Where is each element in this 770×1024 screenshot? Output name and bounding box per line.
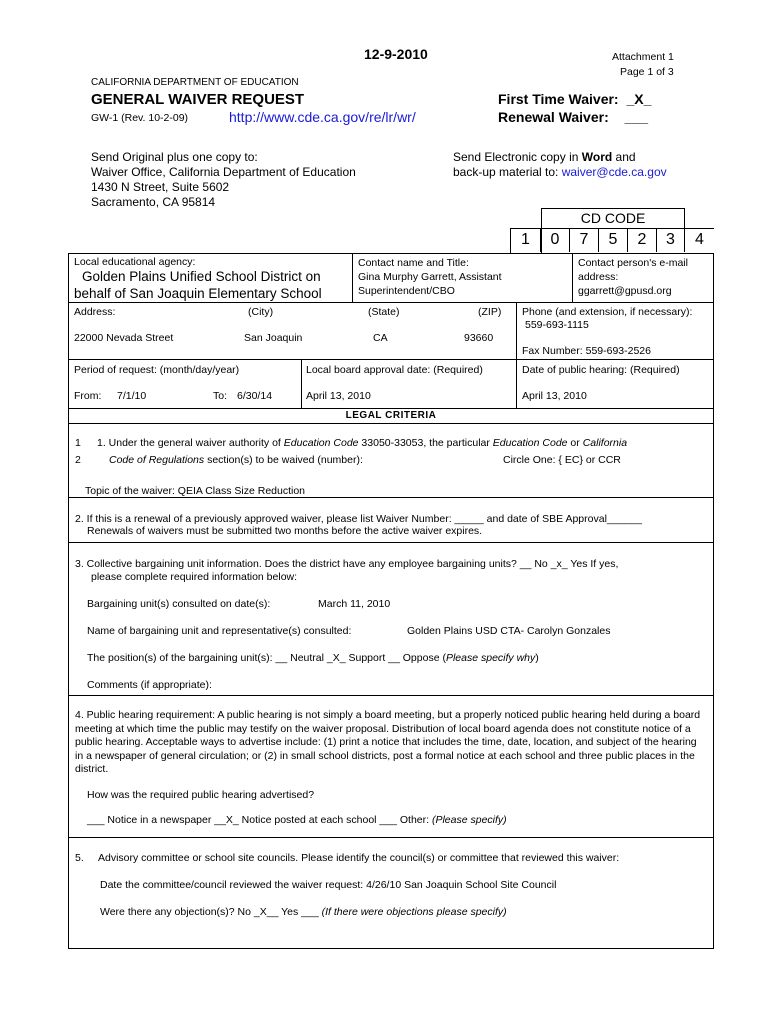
department-name: CALIFORNIA DEPARTMENT OF EDUCATION [91,77,299,88]
first-time-label: First Time Waiver: [498,91,619,107]
contact-name: Gina Murphy Garrett, Assistant [358,271,502,283]
q5-date: Date the committee/council reviewed the waiver request: 4/26/10 San Joaquin School Site Council [100,879,557,891]
circle-one: Circle One: { EC} or CCR [503,454,621,466]
q3-unit-name-label: Name of bargaining unit and representative(s) consulted: [87,625,352,637]
q1-line2 [109,454,363,466]
q5-objections-italic: (If there were objections please specify) [321,906,507,918]
send-electronic-post: and [612,150,636,164]
send-original-line4: Sacramento, CA 95814 [91,195,216,209]
q3-consulted-date: March 11, 2010 [318,598,391,610]
backup-label: back-up material to: [453,165,562,179]
fax-value: Fax Number: 559-693-2526 [522,345,651,357]
contact-label: Contact name and Title: [358,257,469,269]
send-original-line2: Waiver Office, California Department of Education [91,165,356,179]
waiver-email-link[interactable]: waiver@cde.ca.gov [561,165,667,179]
q3-comments: Comments (if appropriate): [87,679,212,691]
send-original-line1: Send Original plus one copy to: [91,150,258,164]
form-id: GW-1 (Rev. 10-2-09) [91,112,189,124]
first-time-value: _X_ [626,91,652,107]
q5-objections [100,906,507,918]
period-to-value: 6/30/14 [237,390,273,402]
phone-block [522,306,692,332]
q3-line1: 3. Collective bargaining unit information. Does the district have any employee bargaining units? __ No _x_ Yes If yes, [75,558,619,570]
q4-options [87,814,507,826]
q2-line2: Renewals of waivers must be submitted two months before the active waiver expires. [87,525,483,537]
lea-name-line2: behalf of San Joaquin Elementary School [74,286,322,301]
q1-line1 [97,437,627,449]
q1-ec2: Education Code [492,437,568,449]
zip-value: 93660 [464,332,494,344]
phone-value: 559-693-1115 [525,319,589,331]
board-approval-date: April 13, 2010 [306,390,371,402]
q1-ccr: Code of Regulations [109,454,205,466]
renewal-waiver [498,109,648,125]
cd-code-digit: 2 [628,228,657,252]
cde-waiver-link[interactable]: http://www.cde.ca.gov/re/lr/wr/ [229,109,416,125]
q3-line2: please complete required information below: [91,571,298,583]
q3-position-pre: The position(s) of the bargaining unit(s): __ Neutral _X_ Support __ Oppose ( [87,652,446,664]
first-time-waiver [498,91,651,107]
lea-name [74,268,322,302]
cd-code-digit: 3 [657,228,685,252]
q3-position-post: ) [535,652,539,664]
contact-email-label2: address: [578,271,619,283]
q1-ec: Education Code [283,437,359,449]
lea-name-line1: Golden Plains Unified School District on [82,269,321,284]
renewal-label: Renewal Waiver: [498,109,609,125]
attachment-label: Attachment 1 [612,51,674,63]
public-hearing-date: April 13, 2010 [522,390,587,402]
cd-code-label: CD CODE [580,210,646,226]
margin-number-1: 1 [75,437,81,449]
period-from-value: 7/1/10 [117,390,147,402]
q3-position-italic: Please specify why [445,652,536,664]
q3-unit-name-value: Golden Plains USD CTA- Carolyn Gonzales [407,625,611,637]
period-label: Period of request: (month/day/year) [74,364,240,376]
public-hearing-label: Date of public hearing: (Required) [522,364,680,376]
cd-code-digit: 7 [570,228,599,252]
cd-code-digit: 4 [695,231,704,248]
address-label: Address: [74,306,116,318]
period-from-label: From: [74,390,102,402]
q1-ca: California [582,437,628,449]
board-approval-label: Local board approval date: (Required) [306,364,483,376]
q5-number: 5. [75,852,84,864]
street-value: 22000 Nevada Street [74,332,174,344]
word-format: Word [581,150,613,164]
renewal-value: ___ [624,109,648,125]
send-electronic-line2 [453,165,667,180]
cd-code-digit: 0 [541,228,570,252]
q1-or: or [567,437,583,449]
send-original-block [91,150,356,210]
send-electronic-block [453,150,667,180]
period-to-label: To: [213,390,228,402]
q1-pre: 1. Under the general waiver authority of [97,437,284,449]
q4-options-italic: (Please specify) [431,814,507,826]
send-electronic-line1 [453,150,667,165]
state-value: CA [373,332,388,344]
waiver-topic: Topic of the waiver: QEIA Class Size Reduction [85,485,306,497]
phone-label: Phone (and extension, if necessary): [522,306,693,318]
cd-code-digit: 1 [511,228,541,252]
lea-label: Local educational agency: [74,256,196,268]
contact-title: Superintendent/CBO [358,285,455,297]
q5-objections-pre: Were there any objection(s)? No _X__ Yes ___ [100,906,322,918]
city-label: (City) [248,306,274,318]
send-original-line3: 1430 N Street, Suite 5602 [91,180,230,194]
q2-line1: 2. If this is a renewal of a previously approved waiver, please list Waiver Number: _____ and date of SBE Approval______ [75,513,642,525]
page-of-label: Page 1 of 3 [620,66,674,78]
q1-post: section(s) to be waived (number): [204,454,363,466]
contact-email-label1: Contact person's e-mail [578,257,688,269]
q3-position [87,652,539,664]
contact-block [358,256,502,298]
q4-text: 4. Public hearing requirement: A public hearing is not simply a board meeting, but a properly noticed public hearing held during a board meeting at which time the public may testify on the waiver proposal. Distribution of local board agenda does not constitute notice of a public hearing. Acceptable ways to advertise include: (1) print a notice that includes the time, date, location, and subject of the hearing in a newspaper of general circulation; or (2) in small school districts, post a formal notice at each school and three public places in the district. [75,709,701,775]
city-value: San Joaquin [244,332,303,344]
form-title: GENERAL WAIVER REQUEST [91,91,305,108]
zip-label: (ZIP) [478,306,502,318]
legal-criteria-heading: LEGAL CRITERIA [345,410,437,421]
q4-how: How was the required public hearing advertised? [87,789,315,801]
q5-text: Advisory committee or school site councils. Please identify the council(s) or committee that reviewed this waiver: [98,852,620,864]
margin-number-2: 2 [75,454,81,466]
contact-email-block [578,256,688,298]
q1-mid: 33050-33053, the particular [358,437,493,449]
state-label: (State) [368,306,400,318]
q4-options-pre: ___ Notice in a newspaper __X_ Notice posted at each school ___ Other: [87,814,432,826]
q3-consulted-label: Bargaining unit(s) consulted on date(s): [87,598,271,610]
send-electronic-pre: Send Electronic copy in [453,150,582,164]
cd-code-digit: 5 [599,228,628,252]
contact-email: ggarrett@gpusd.org [578,285,672,297]
document-date: 12-9-2010 [364,46,428,62]
